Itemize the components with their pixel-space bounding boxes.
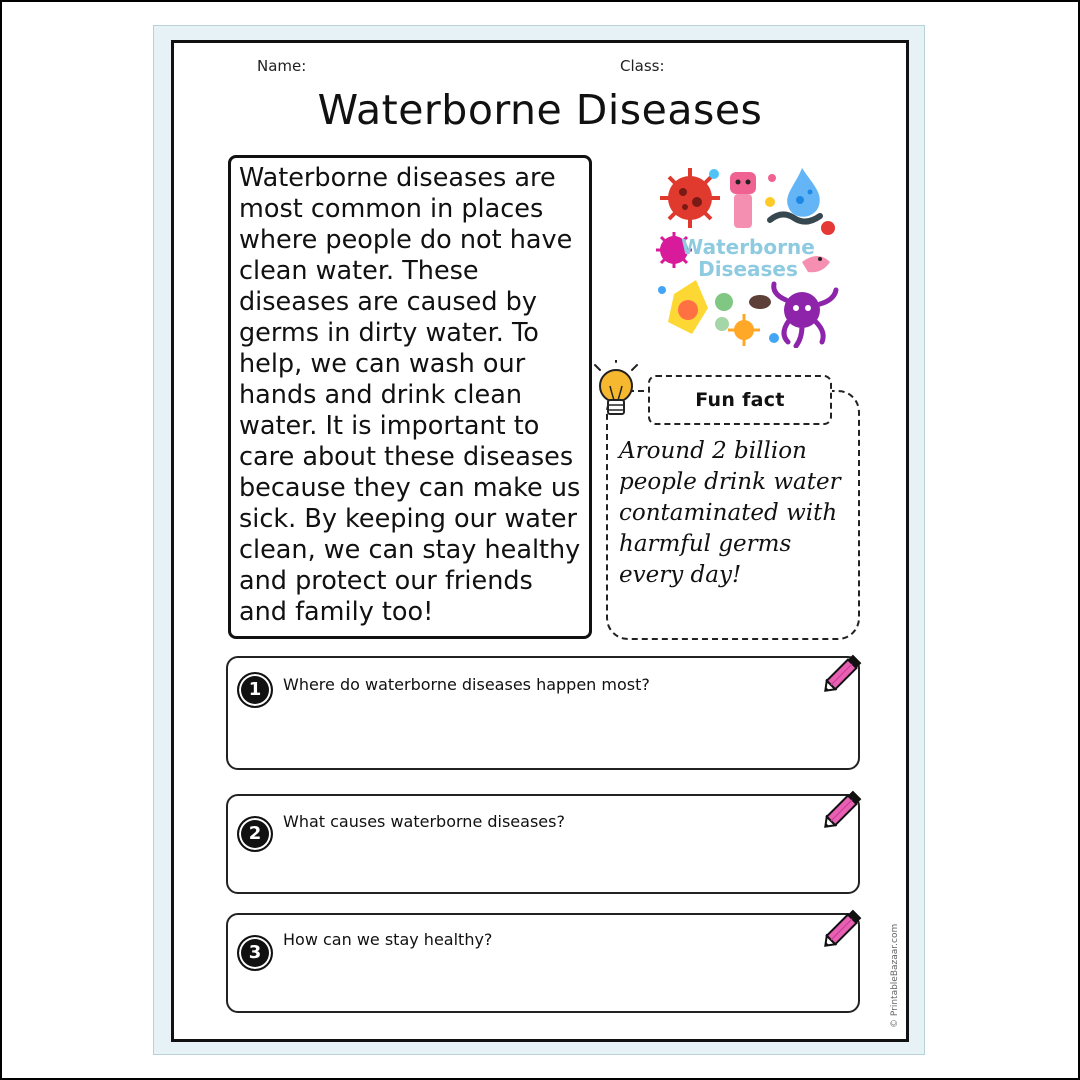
fun-fact-line: harmful germs [619,531,792,557]
passage-line: and protect our friends [239,566,533,596]
question-number-3: 3 [237,935,273,971]
pencil-icon [818,648,868,698]
germs-illustration [652,162,840,348]
question-text-2: What causes waterborne diseases? [283,812,565,831]
question-number-1: 1 [237,672,273,708]
passage-line: water. It is important to [239,411,540,441]
pencil-icon [818,784,868,834]
germs-illustration-icon [652,162,840,348]
reading-passage [228,155,592,639]
fun-fact-line: contaminated with [619,500,838,526]
passage-line: care about these diseases [239,442,574,472]
class-label: Class: [620,57,665,75]
octopus-germ-icon [774,284,836,346]
passage-line: and family too! [239,597,434,627]
water-drop-icon [787,168,820,217]
passage-line: diseases are caused by [239,287,537,317]
passage-line: hands and drink clean [239,380,522,410]
fun-fact-line: every day! [619,562,742,588]
passage-line: most common in places [239,194,544,224]
question-text-3: How can we stay healthy? [283,930,493,949]
cover-title-line2: Diseases [698,257,798,281]
passage-line: clean water. These [239,256,479,286]
page-title: Waterborne Diseases [317,86,763,134]
answer-box-3[interactable] [226,913,860,1013]
fun-fact-label: Fun fact [648,375,832,425]
passage-line: sick. By keeping our water [239,504,578,534]
question-number-2: 2 [237,816,273,852]
name-label: Name: [257,57,307,75]
passage-line: because they can make us [239,473,581,503]
answer-box-1[interactable] [226,656,860,770]
passage-line: help, we can wash our [239,349,526,379]
site-credit: © PrintableBazaar.com [890,923,900,1028]
passage-line: Waterborne diseases are [239,163,556,193]
answer-box-2[interactable] [226,794,860,894]
sun-germ-icon [728,314,760,346]
passage-line: where people do not have [239,225,573,255]
yellow-germ-icon [668,280,708,334]
lightbulb-icon [592,360,642,422]
pencil-icon [818,903,868,953]
fun-fact-line: people drink water [619,469,841,495]
fun-fact-text [619,436,851,591]
fun-fact-line: Around 2 billion [619,438,807,464]
pink-germ-icon [730,172,756,228]
question-text-1: Where do waterborne diseases happen most? [283,675,650,694]
passage-line: clean, we can stay healthy [239,535,581,565]
passage-line: germs in dirty water. To [239,318,539,348]
cover-title-line1: Waterborne [681,235,815,259]
